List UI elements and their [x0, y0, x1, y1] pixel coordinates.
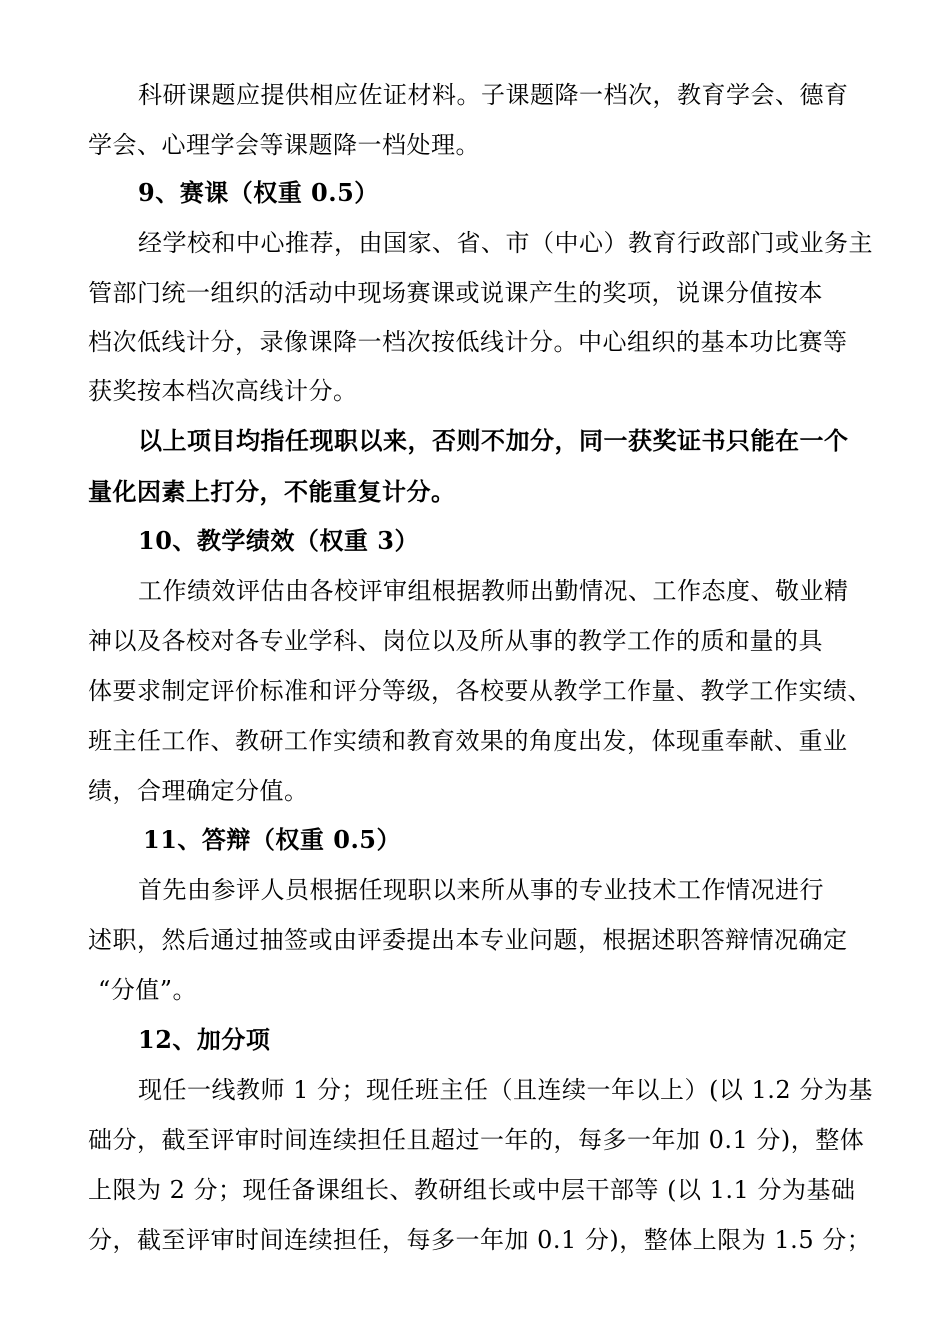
bold-note-line: 以上项目均指任现职以来，否则不加分，同一获奖证书只能在一个: [138, 426, 849, 455]
text-line: 绩，合理确定分值。: [88, 777, 309, 805]
text-line: 述职，然后通过抽签或由评委提出本专业问题，根据述职答辩情况确定: [88, 926, 848, 954]
text-line: 学会、心理学会等课题降一档处理。: [88, 131, 480, 159]
text-line: 上限为 2 分；现任备课组长、教研组长或中层干部等 (以 1.1 分为基础: [88, 1176, 856, 1204]
text-line: 科研课题应提供相应佐证材料。子课题降一档次，教育学会、德育: [138, 81, 849, 109]
text-line: 档次低线计分，录像课降一档次按低线计分。中心组织的基本功比赛等: [88, 328, 848, 356]
text-line: 工作绩效评估由各校评审组根据教师出勤情况、工作态度、敬业精: [138, 577, 849, 605]
text-line: 班主任工作、教研工作实绩和教育效果的角度出发，体现重奉献、重业: [88, 727, 848, 755]
section-heading-10: 10、教学绩效（权重 3）: [138, 526, 419, 555]
text-line: 经学校和中心推荐，由国家、省、市（中心）教育行政部门或业务主: [138, 229, 873, 257]
text-line: 分，截至评审时间连续担任，每多一年加 0.1 分)，整体上限为 1.5 分；: [88, 1226, 872, 1254]
section-heading-9: 9、赛课（权重 0.5）: [138, 178, 379, 207]
text-line: 首先由参评人员根据任现职以来所从事的专业技术工作情况进行: [138, 876, 824, 904]
text-line: “分值”。: [98, 976, 198, 1004]
text-line: 获奖按本档次高线计分。: [88, 377, 358, 405]
text-line: 现任一线教师 1 分；现任班主任（且连续一年以上）(以 1.2 分为基: [138, 1076, 873, 1104]
text-line: 管部门统一组织的活动中现场赛课或说课产生的奖项，说课分值按本: [88, 279, 823, 307]
section-heading-12: 12、加分项: [138, 1025, 271, 1054]
text-line: 础分，截至评审时间连续担任且超过一年的，每多一年加 0.1 分)，整体: [88, 1126, 865, 1154]
section-heading-11: 11、答辩（权重 0.5）: [143, 825, 402, 854]
text-line: 神以及各校对各专业学科、岗位以及所从事的教学工作的质和量的具: [88, 627, 823, 655]
text-line: 体要求制定评价标准和评分等级，各校要从教学工作量、教学工作实绩、: [88, 677, 872, 705]
bold-note-line: 量化因素上打分，不能重复计分。: [88, 477, 456, 506]
